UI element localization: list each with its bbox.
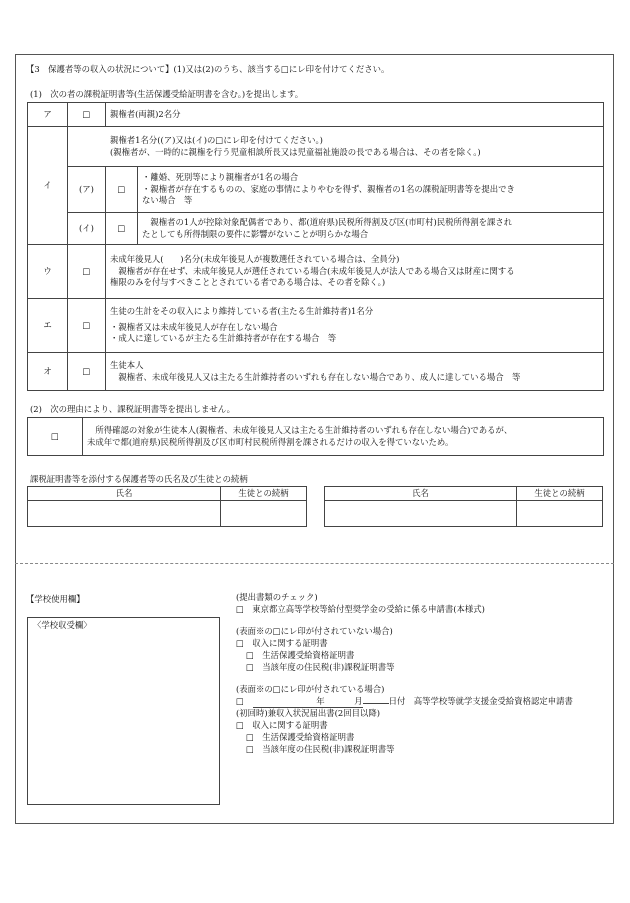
row-u bbox=[28, 245, 604, 299]
row-a-text: 親権者(両親)2名分 bbox=[106, 103, 604, 127]
sig-right-rel-field[interactable] bbox=[517, 501, 603, 527]
row-e-l1: 生徒の生計をその収入により維持している者(主たる生計維持者)1名分 bbox=[110, 306, 374, 317]
check-c6[interactable]: □ 当該年度の住民税(非)課税証明書等 bbox=[246, 662, 395, 672]
row-i-sub-a-label: (ア) bbox=[68, 167, 106, 213]
check-c3: (表面※の□にレ印が付されていない場合) bbox=[236, 626, 393, 636]
school-receipt-label: 〈学校収受欄〉 bbox=[33, 620, 92, 630]
check-c8-box: □ bbox=[236, 696, 244, 706]
row-i-sub-b-checkbox[interactable]: □ bbox=[106, 213, 138, 245]
check-c10[interactable]: □ 収入に関する証明書 bbox=[236, 720, 328, 730]
row-o-label: オ bbox=[28, 353, 68, 391]
row-i-label: イ bbox=[28, 127, 68, 245]
row-a-label: ア bbox=[28, 103, 68, 127]
row-u-label: ウ bbox=[28, 245, 68, 299]
check-c12[interactable]: □ 当該年度の住民税(非)課税証明書等 bbox=[246, 744, 395, 754]
row-i-sub-b-l2: たとしても所得制限の要件に影響がないことが明らかな場合 bbox=[142, 228, 369, 239]
row-i-sub-a bbox=[28, 167, 604, 213]
row-i-sub-a-l1: ・離婚、死別等により親権者が1名の場合 bbox=[142, 172, 299, 183]
row-i-head1: 親権者1名分((ア)又は(イ)の□にレ印を付けてください。) bbox=[110, 135, 323, 146]
check-c8[interactable] bbox=[236, 696, 573, 708]
row-i-sub-b bbox=[28, 213, 604, 245]
sub2-l2: 未成年で都(道府県)民税所得割及び区市町村民税所得割を課されるだけの収入を得ていないため。 bbox=[87, 436, 454, 447]
check-c2[interactable]: □ 東京都立高等学校等給付型奨学金の受給に係る申請書(本様式) bbox=[236, 604, 485, 614]
sub2-l1: 所得確認の対象が生徒本人(親権者、未成年後見人又は主たる生計維持者のいずれも存在しない場合)であるが、 bbox=[87, 425, 513, 436]
dashed-divider bbox=[15, 563, 614, 564]
signature-table-left bbox=[27, 486, 307, 527]
row-i-sub-b-l1: 親権者の1人が控除対象配偶者であり、都(道府県)民税所得割及び区(市町村)民税所得割を課され bbox=[142, 217, 513, 228]
sub1-title: (1) 次の者の課税証明書等(生活保護受給証明書を含む。)を提出します。 bbox=[30, 89, 304, 99]
signature-table-right bbox=[324, 486, 603, 527]
sig-right-rel-header: 生徒との続柄 bbox=[517, 487, 603, 501]
check-c4[interactable]: □ 収入に関する証明書 bbox=[236, 638, 328, 648]
sig-left-name-header: 氏名 bbox=[28, 487, 221, 501]
sig-right-name-header: 氏名 bbox=[325, 487, 517, 501]
row-o-l2: 親権者、未成年後見人又は主たる生計維持者のいずれも存在しない場合であり、成人に達している場合 等 bbox=[110, 371, 521, 382]
row-o-checkbox[interactable]: □ bbox=[68, 353, 106, 391]
check-c8-month: 月 bbox=[325, 696, 363, 708]
check-c9: (初回時)兼収入状況届出書(2回目以降) bbox=[236, 708, 381, 718]
income-table bbox=[27, 102, 604, 391]
row-e-checkbox[interactable]: □ bbox=[68, 299, 106, 353]
check-c5[interactable]: □ 生活保護受給資格証明書 bbox=[246, 650, 355, 660]
signature-title: 課税証明書等を添付する保護者等の氏名及び生徒との続柄 bbox=[30, 474, 248, 484]
sig-left-name-field[interactable] bbox=[28, 501, 221, 527]
row-a-checkbox[interactable]: □ bbox=[68, 103, 106, 127]
section3-title: 【3 保護者等の収入の状況について】(1)又は(2)のうち、該当する□にレ印を付けてください。 bbox=[26, 64, 390, 74]
row-u-checkbox[interactable]: □ bbox=[68, 245, 106, 299]
no-submit-table bbox=[27, 417, 604, 456]
row-e-l3: ・成人に達しているが主たる生計維持者が存在する場合 等 bbox=[110, 333, 337, 344]
check-c7: (表面※の□にレ印が付されている場合) bbox=[236, 684, 385, 694]
row-u-l1: 未成年後見人( )名分(未成年後見人が複数選任されている場合は、全員分) bbox=[110, 254, 400, 265]
row-i-sub-a-l3: ない場合 等 bbox=[142, 195, 193, 206]
row-u-l2: 親権者が存在せず、未成年後見人が選任されている場合(未成年後見人が法人である場合又は財産に関する bbox=[110, 265, 515, 276]
check-c11[interactable]: □ 生活保護受給資格証明書 bbox=[246, 732, 355, 742]
sig-left-rel-field[interactable] bbox=[221, 501, 307, 527]
row-o bbox=[28, 353, 604, 391]
check-c8-day-blank bbox=[363, 703, 389, 704]
row-e-label: エ bbox=[28, 299, 68, 353]
row-a bbox=[28, 103, 604, 127]
check-c1: (提出書類のチェック) bbox=[236, 592, 318, 602]
check-c8-rest: 日付 高等学校等就学支援金受給資格認定申請書 bbox=[388, 696, 573, 706]
school-use-title: 【学校使用欄】 bbox=[26, 594, 85, 604]
row-i-sub-a-checkbox[interactable]: □ bbox=[106, 167, 138, 213]
row-i-head bbox=[28, 127, 604, 167]
sig-right-name-field[interactable] bbox=[325, 501, 517, 527]
row-e bbox=[28, 299, 604, 353]
row-o-l1: 生徒本人 bbox=[110, 360, 144, 371]
sub2-title: (2) 次の理由により、課税証明書等を提出しません。 bbox=[30, 404, 235, 414]
sub2-checkbox[interactable]: □ bbox=[28, 418, 83, 456]
school-receipt-box bbox=[27, 617, 220, 805]
row-i-head2: (親権者が、一時的に親権を行う児童相談所長又は児童福祉施設の長である場合は、その者を除く。) bbox=[110, 146, 481, 157]
check-c8-year: 年 bbox=[253, 696, 325, 708]
row-i-sub-a-l2: ・親権者が存在するものの、家庭の事情によりやむを得ず、親権者の1名の課税証明書等を提出でき bbox=[142, 183, 515, 194]
sig-left-rel-header: 生徒との続柄 bbox=[221, 487, 307, 501]
row-i-sub-b-label: (イ) bbox=[68, 213, 106, 245]
row-e-l2: ・親権者又は未成年後見人が存在しない場合 bbox=[110, 321, 278, 332]
row-u-l3: 権限のみを付与すべきこととされている者である場合は、その者を除く。) bbox=[110, 277, 386, 288]
